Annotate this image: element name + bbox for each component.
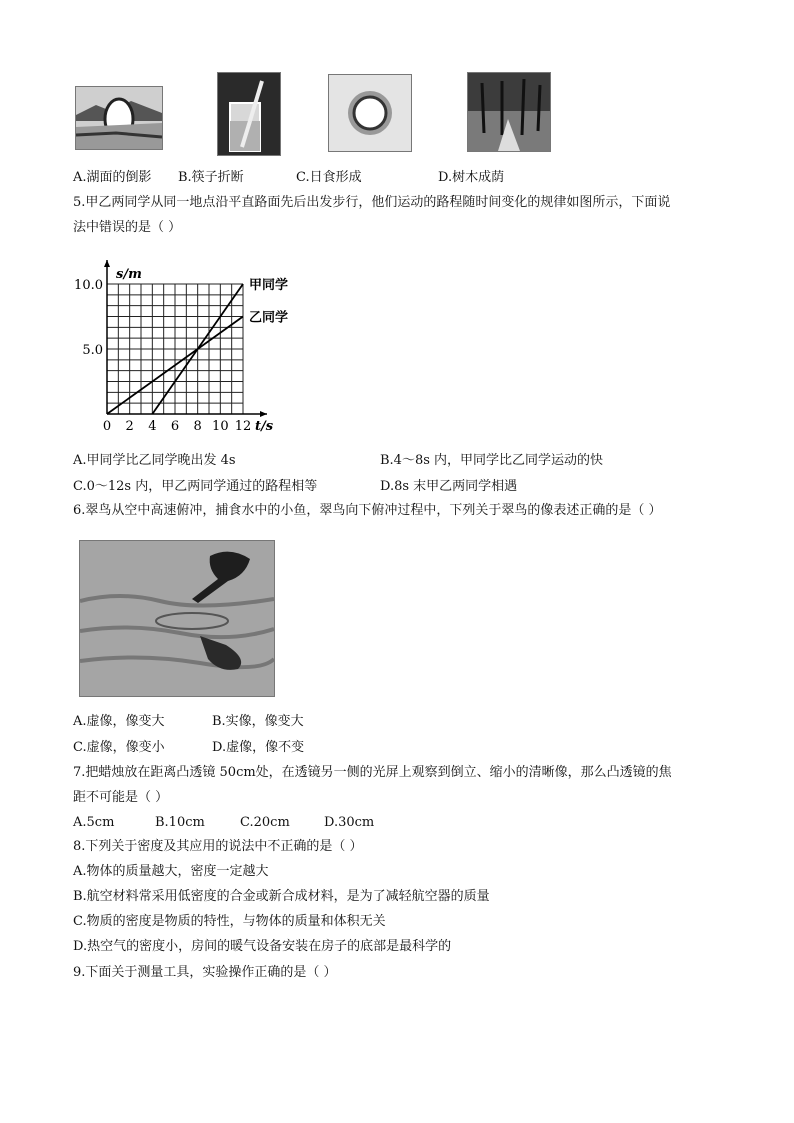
q8-option-a: A.物体的质量越大，密度一定越大 <box>73 864 269 879</box>
x-tick-label: 2 <box>125 419 134 434</box>
q4-option-d: D.树木成荫 <box>438 170 505 185</box>
q7-option-a: A.5cm <box>73 815 115 830</box>
series-label-2: 乙同学 <box>249 310 289 326</box>
kingfisher-photo <box>79 540 275 697</box>
q5-stem-line1: 5.甲乙两同学从同一地点沿平直路面先后出发步行，他们运动的路程随时间变化的规律如图所示，下面说 <box>73 195 671 210</box>
q7-option-d: D.30cm <box>324 815 375 830</box>
q7-stem-line1: 7.把蜡烛放在距离凸透镜 50cm处，在透镜另一侧的光屏上观察到倒立、缩小的清晰像，那么凸透镜的焦 <box>73 765 672 780</box>
x-tick-label: 4 <box>148 419 157 434</box>
q7-stem-line2: 距不可能是（ ） <box>73 790 169 805</box>
distance-time-chart <box>70 252 300 442</box>
q8-stem: 8.下列关于密度及其应用的说法中不正确的是（ ） <box>73 839 363 854</box>
q7-option-c: C.20cm <box>240 815 290 830</box>
x-tick-label: 6 <box>170 419 180 434</box>
x-tick-label: 12 <box>234 419 252 434</box>
x-tick-label: 10 <box>212 419 229 434</box>
q5-option-a: A.甲同学比乙同学晚出发 4s <box>73 453 236 468</box>
tree-shade-image <box>467 72 551 152</box>
q4-option-a: A.湖面的倒影 <box>73 170 152 185</box>
y-tick-label: 10.0 <box>74 278 103 293</box>
lake-reflection-image <box>75 86 163 150</box>
q4-option-b: B.筷子折断 <box>178 170 244 185</box>
q9-stem: 9.下面关于测量工具，实验操作正确的是（ ） <box>73 965 337 980</box>
q5-option-d: D.8s 末甲乙两同学相遇 <box>380 479 518 494</box>
q6-option-d: D.虚像，像不变 <box>212 740 305 755</box>
q7-option-b: B.10cm <box>155 815 205 830</box>
y-axis-arrow <box>104 260 110 267</box>
solar-eclipse-image <box>328 74 412 152</box>
q4-option-c: C.日食形成 <box>296 170 362 185</box>
q6-stem: 6.翠鸟从空中高速俯冲，捕食水中的小鱼，翠鸟向下俯冲过程中，下列关于翠鸟的像表述正确的是（ ） <box>73 503 662 518</box>
x-axis-arrow <box>260 411 267 417</box>
q6-option-c: C.虚像，像变小 <box>73 740 165 755</box>
x-tick-label: 0 <box>102 419 112 434</box>
q6-option-a: A.虚像，像变大 <box>73 714 165 729</box>
q5-option-c: C.0～12s 内，甲乙两同学通过的路程相等 <box>73 479 318 494</box>
q8-option-c: C.物质的密度是物质的特性，与物体的质量和体积无关 <box>73 914 386 929</box>
chopsticks-in-water-image <box>217 72 281 156</box>
q6-option-b: B.实像，像变大 <box>212 714 304 729</box>
q8-option-d: D.热空气的密度小，房间的暖气设备安装在房子的底部是最科学的 <box>73 939 452 954</box>
x-axis-label: t/s <box>255 419 274 434</box>
series-label-1: 甲同学 <box>249 278 289 293</box>
q5-option-b: B.4～8s 内，甲同学比乙同学运动的快 <box>380 453 604 468</box>
q5-stem-line2: 法中错误的是（ ） <box>73 220 182 235</box>
y-axis-label: s/m <box>116 267 142 282</box>
q8-option-b: B.航空材料常采用低密度的合金或新合成材料，是为了减轻航空器的质量 <box>73 889 490 904</box>
y-tick-label: 5.0 <box>82 343 103 358</box>
x-tick-label: 8 <box>193 419 202 434</box>
